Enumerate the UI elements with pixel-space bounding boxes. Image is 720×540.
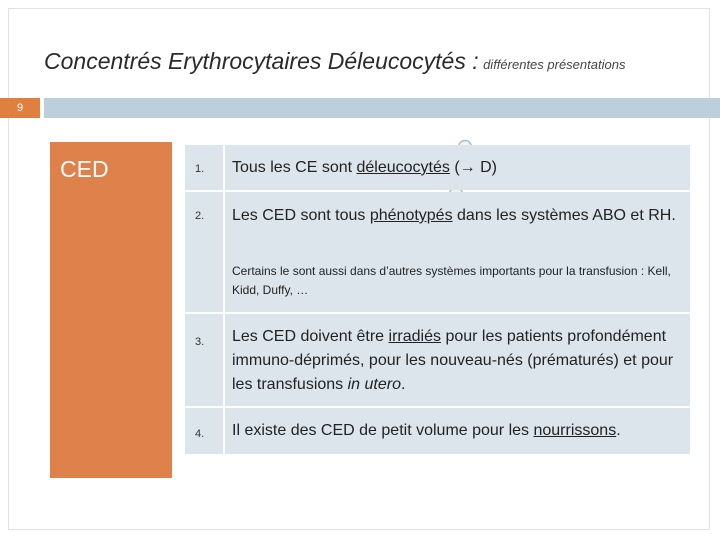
- sidebar-box: [50, 142, 172, 478]
- list-item: [185, 192, 690, 312]
- item-number: 3.: [195, 336, 205, 348]
- list-item: [185, 408, 690, 454]
- sidebar-label: CED: [60, 156, 109, 182]
- list-item: [185, 145, 690, 190]
- item-text: Les CED doivent être irradiés pour les patients profondément immuno-déprimés, pour les nouveau-nés (prématurés) et pour les transfusions in utero.: [232, 328, 674, 393]
- slide-number: 9: [0, 98, 40, 118]
- item-note: Certains le sont aussi dans d’autres systèmes importants pour la transfusion : Kell, Kidd, Duffy, …: [232, 264, 671, 297]
- header-bar: [44, 98, 720, 118]
- slide-title: [44, 48, 625, 75]
- item-number: 2.: [195, 210, 205, 222]
- item-number: 4.: [195, 428, 205, 440]
- item-text: Les CED sont tous phénotypés dans les systèmes ABO et RH.: [232, 207, 676, 224]
- list-item: [185, 314, 690, 406]
- title-subtitle: différentes présentations: [483, 57, 626, 72]
- title-main: Concentrés Erythrocytaires Déleucocytés :: [44, 48, 479, 74]
- item-text: Tous les CE sont déleucocytés (→ D): [232, 159, 497, 176]
- item-number: 1.: [195, 163, 205, 175]
- item-text: Il existe des CED de petit volume pour les nourrissons.: [232, 422, 621, 439]
